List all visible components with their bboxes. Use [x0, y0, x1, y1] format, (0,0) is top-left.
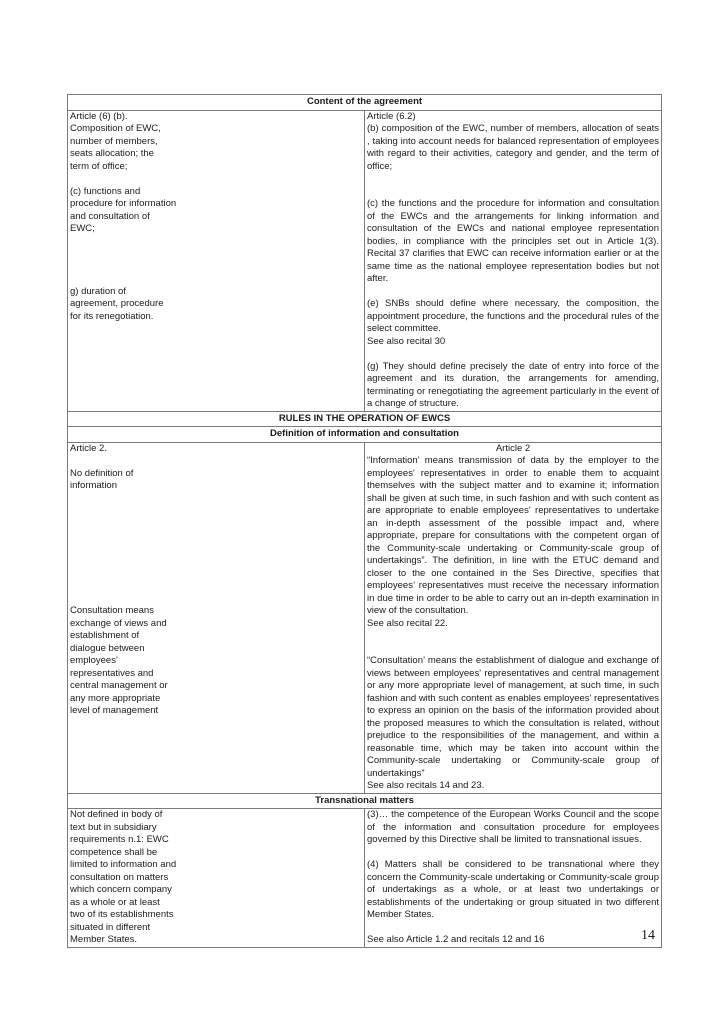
see-also-note: See also recital 22. — [367, 617, 448, 629]
text-line: procedure for information — [70, 198, 177, 209]
text-line: situated in different — [70, 921, 151, 933]
paragraph: (b) composition of the EWC, number of members, allocation of seats , taking into account needs for balanced representation of employees with regard to their activities, category and gender, and the term of office; — [367, 123, 659, 172]
paragraph: (g) They should define precisely the date of entry into force of the agreement and its duration, the arrangements for amending, terminating or renegotiating the agreement particularly in the event of a change of structure. — [367, 360, 659, 409]
text-line: agreement, procedure — [70, 298, 164, 309]
text-line: Composition of EWC, — [70, 123, 161, 134]
text-line: two of its establishments — [70, 909, 174, 920]
left-column-cell — [68, 442, 365, 793]
text-line: dialogue between — [70, 642, 145, 654]
text-line: Consultation means — [70, 605, 154, 616]
text-line: central management or — [70, 680, 168, 691]
text-line: establishment of — [70, 630, 140, 641]
text-line: term of office; — [70, 160, 128, 172]
text-line: which concern company — [70, 884, 172, 895]
text-line: and consultation of — [70, 210, 150, 222]
see-also-note: See also Article 1.2 and recitals 12 and 16 — [367, 934, 545, 945]
text-line: representatives and — [70, 667, 154, 679]
article-ref: Article 2. — [70, 442, 107, 454]
article-ref: Article 2 — [495, 442, 531, 454]
text-line: level of management — [70, 705, 159, 716]
text-line: No definition of — [70, 467, 134, 479]
text-line: competence shall be — [70, 846, 158, 858]
table-row — [68, 809, 662, 948]
right-column-cell — [365, 442, 662, 793]
article-ref: Article (6.2) — [367, 110, 416, 122]
text-line: requirements n.1: EWC — [70, 834, 169, 845]
text-line: for its renegotiation. — [70, 310, 154, 322]
text-line: employees' — [70, 655, 118, 666]
content-of-agreement-header: Content of the agreement — [68, 95, 662, 111]
text-line: Article (6) (b). — [70, 110, 128, 122]
see-also-note: See also recital 30 — [367, 335, 446, 347]
left-column-cell — [68, 110, 365, 411]
paragraph: “Information’ means transmission of data by the employer to the employees' representatives in order to enable them to acquaint themselves with the subject matter and to examine it; information shall be given at such time, in such fashion and with such content as are appropriate to enable employees' representatives to undertake an in-depth assessment of the possible impact and, where appropriate, prepare for consultations with the competent organ of the Community-scale undertaking or Community-scale group of undertakings”. The definition, in line with the ETUC demand and closer to the one contained in the Ses Directive, specifies that employees’ representatives must receive the necessary information in due time in order to be able to carry out an in-depth examination in view of the consultation. — [367, 455, 659, 616]
text-line: EWC; — [70, 223, 95, 234]
text-line: information — [70, 480, 117, 491]
text-line: as a whole or at least — [70, 896, 160, 908]
transnational-header: Transnational matters — [68, 793, 662, 809]
see-also-note: See also recitals 14 and 23. — [367, 780, 485, 791]
paragraph: (3)… the competence of the European Works Council and the scope of the information and consultation procedure for employees governed by this Directive shall be limited to transnational issues. — [367, 809, 659, 845]
paragraph: (4) Matters shall be considered to be transnational where they concern the Community-scale undertaking or Community-scale group of undertakings as a whole, or at least two undertakings or establishments of the undertaking or group situated in two different Member States. — [367, 859, 659, 920]
text-line: number of members, — [70, 135, 158, 147]
definition-header: Definition of information and consultation — [68, 427, 662, 443]
text-line: (c) functions and — [70, 185, 141, 197]
right-column-cell — [365, 809, 662, 948]
text-line: exchange of views and — [70, 617, 167, 629]
text-line: seats allocation; the — [70, 148, 154, 159]
text-line: text but in subsidiary — [70, 821, 157, 833]
text-line: Member States. — [70, 934, 138, 945]
text-line: consultation on matters — [70, 871, 169, 883]
text-line: any more appropriate — [70, 692, 161, 704]
table-row — [68, 110, 662, 411]
rules-header: RULES IN THE OPERATION OF EWCS — [68, 411, 662, 427]
page-number: 14 — [641, 928, 655, 943]
text-line: g) duration of — [70, 285, 126, 297]
table-row — [68, 442, 662, 793]
text-line: limited to information and — [70, 859, 177, 870]
left-column-cell — [68, 809, 365, 948]
right-column-cell — [365, 110, 662, 411]
text-line: Not defined in body of — [70, 809, 163, 820]
paragraph: (e) SNBs should define where necessary, the composition, the appointment procedure, the functions and the procedural rules of the select committee. — [367, 298, 659, 334]
paragraph: (c) the functions and the procedure for information and consultation of the EWCs and the arrangements for linking information and consultation of the EWCs and national employee representation bodies, in compliance with the principles set out in Article 1(3). Recital 37 clarifies that EWC can receive information earlier or at the same time as the national employee representation bodies but not after. — [367, 198, 659, 284]
comparison-table — [67, 94, 662, 948]
paragraph: “Consultation’ means the establishment of dialogue and exchange of views between employees' representatives and central management or any more appropriate level of management, at such time, in such fashion and with such content as enables employees' representatives to express an opinion on the basis of the information provided about the proposed measures to which the consultation is related, without prejudice to the responsibilities of the management, and within a reasonable time, which may be taken into account within the Community-scale undertaking or Community-scale group of undertakings” — [367, 655, 659, 779]
